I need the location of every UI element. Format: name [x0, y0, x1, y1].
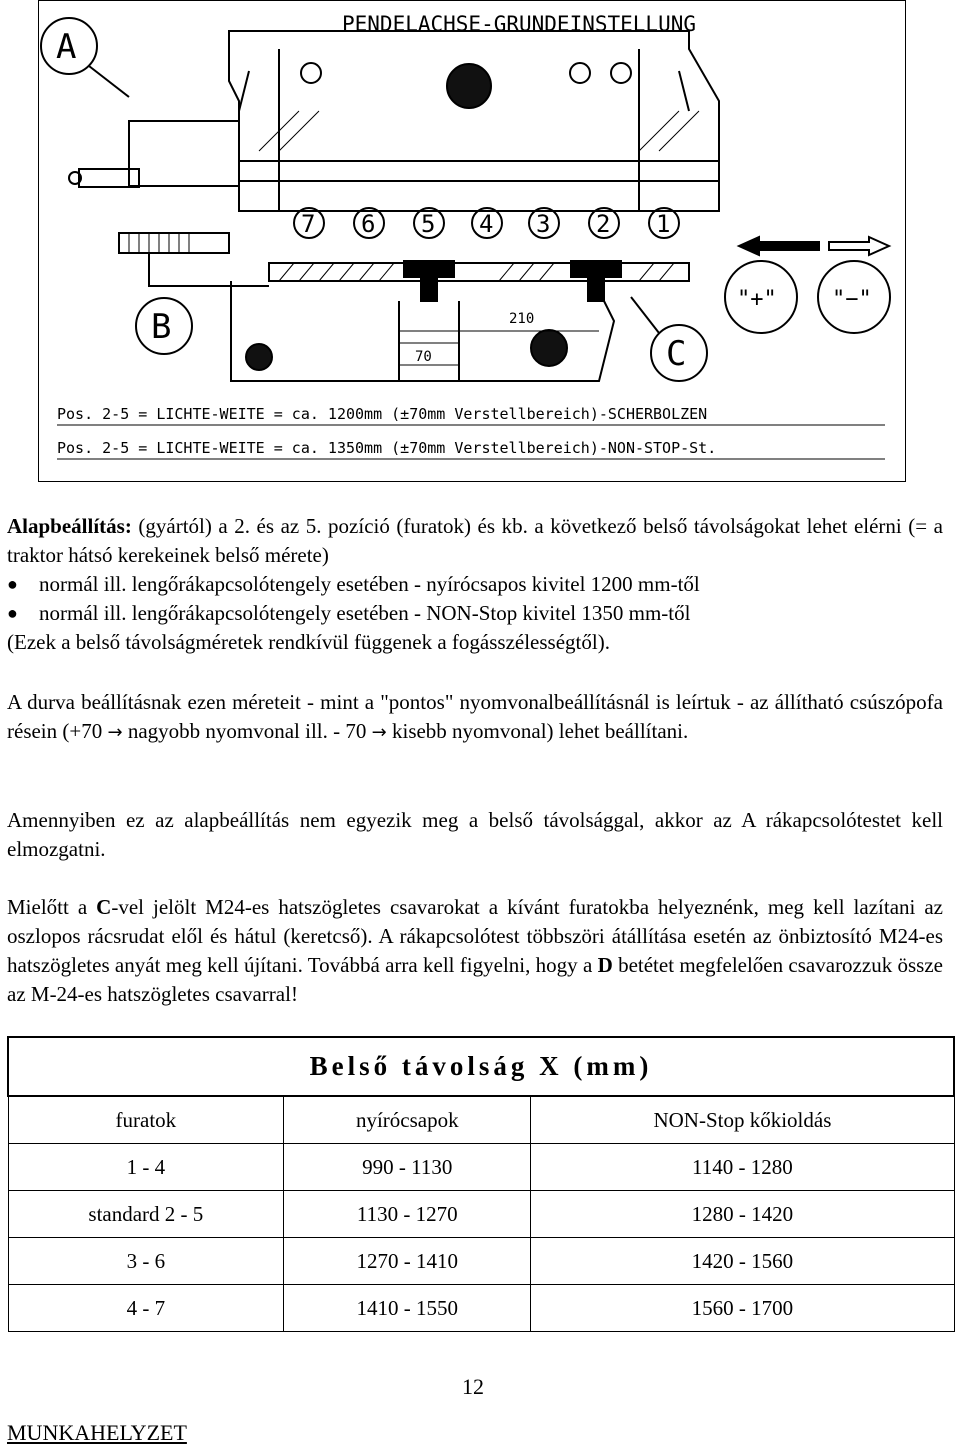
frame-hole-icon — [531, 330, 567, 366]
bullet-icon: ● — [7, 603, 18, 623]
arrow-right-icon — [829, 237, 889, 255]
bullet-list — [7, 570, 943, 628]
technical-drawing — [38, 0, 906, 482]
paragraph-3: Amennyiben ez az alapbeállítás nem egyezik meg a belső távolsággal, akkor az A rákapcsolótestet kell elmozgatni. — [7, 808, 943, 861]
svg-text:1: 1 — [656, 210, 671, 238]
label-b: B — [151, 307, 172, 347]
intro-note: (Ezek a belső távolságméretek rendkívül függenek a fogásszélességtől). — [7, 630, 610, 654]
table-cell: 1280 - 1420 — [531, 1191, 954, 1238]
dimension-70: 70 — [415, 349, 432, 365]
drawing-canvas — [39, 1, 905, 481]
table-cell: 1130 - 1270 — [284, 1191, 531, 1238]
paragraph-4: Mielőtt a C-vel jelölt M24-es hatszögletes csavarokat a kívánt furatokba helyeznénk, meg kell lazítani az oszlopos rácsrudat elől és hátul (keretcső). A rákapcsolótest többszöri átállítása esetén az önbiztosító M24-es hatszögletes anyát meg kell újítani. Továbbá arra kell figyelni, hogy a D betétet megfelelően csavarozzuk össze az M-24-es hatszögletes csavarral! — [7, 895, 944, 1006]
page-number: 12 — [462, 1374, 484, 1399]
position-markers — [294, 208, 679, 238]
footer-label: MUNKAHELYZET — [7, 1420, 187, 1445]
table-cell: 1560 - 1700 — [531, 1285, 954, 1332]
distance-table — [7, 1036, 955, 1332]
table-cell: 1270 - 1410 — [284, 1238, 531, 1285]
intro-paragraph — [7, 512, 943, 570]
arrow-icon: → — [107, 722, 123, 743]
table-row — [8, 1191, 954, 1238]
minus-label: "−" — [832, 287, 872, 312]
leader-a — [89, 66, 129, 97]
column-header: NON-Stop kőkioldás — [531, 1096, 954, 1144]
table-cell: standard 2 - 5 — [8, 1191, 284, 1238]
svg-text:6: 6 — [361, 210, 376, 238]
plus-label: "+" — [737, 287, 777, 312]
note-line-2: Pos. 2-5 = LICHTE-WEITE = ca. 1350mm (±70mm Verstellbereich)-NON-STOP-St. — [57, 439, 717, 457]
table-header-row — [8, 1096, 954, 1144]
table-title-row — [8, 1037, 954, 1096]
table-row — [8, 1285, 954, 1332]
table-title: Belső távolság X (mm) — [8, 1037, 954, 1096]
table-cell: 1140 - 1280 — [531, 1144, 954, 1191]
bolt-icon — [611, 63, 631, 83]
intro-bold: Alapbeállítás: — [7, 514, 132, 538]
housing-outline — [229, 31, 719, 211]
arrow-left-icon — [739, 237, 819, 255]
bullet-icon: ● — [7, 574, 18, 594]
frame-hole-icon — [246, 344, 272, 370]
label-c: C — [666, 334, 687, 374]
intro-section — [7, 512, 943, 657]
table-cell: 1420 - 1560 — [531, 1238, 954, 1285]
label-a: A — [56, 27, 77, 67]
arrow-icon: → — [371, 722, 387, 743]
table-cell: 990 - 1130 — [284, 1144, 531, 1191]
svg-text:7: 7 — [301, 210, 316, 238]
table-row — [8, 1238, 954, 1285]
note-line-1: Pos. 2-5 = LICHTE-WEITE = ca. 1200mm (±70mm Verstellbereich)-SCHERBOLZEN — [57, 405, 708, 423]
table-cell: 1 - 4 — [8, 1144, 284, 1191]
svg-text:3: 3 — [536, 210, 551, 238]
drawing-title: PENDELACHSE-GRUNDEINSTELLUNG — [342, 12, 697, 36]
table-row — [8, 1144, 954, 1191]
list-item: ● normál ill. lengőrákapcsolótengely esetében - NON-Stop kivitel 1350 mm-től — [7, 599, 943, 628]
paragraph-2: A durva beállításnak ezen méreteit - mint a "pontos" nyomvonalbeállításnál is leírtuk - az állítható csúszópofa résein (+70 → nagyobb nyomvonal ill. - 70 → kisebb nyomvonal) lehet beállítani. — [7, 690, 943, 743]
list-item: ● normál ill. lengőrákapcsolótengely esetében - nyírócsapos kivitel 1200 mm-től — [7, 570, 943, 599]
column-header: nyírócsapok — [284, 1096, 531, 1144]
svg-text:2: 2 — [596, 210, 611, 238]
left-shaft — [129, 121, 239, 186]
threaded-rod — [119, 233, 229, 253]
table-cell: 3 - 6 — [8, 1238, 284, 1285]
dimension-210: 210 — [509, 311, 535, 327]
column-header: furatok — [8, 1096, 284, 1144]
svg-text:5: 5 — [421, 210, 436, 238]
table-cell: 1410 - 1550 — [284, 1285, 531, 1332]
center-hub-icon — [447, 64, 491, 108]
table-cell: 4 - 7 — [8, 1285, 284, 1332]
intro-text: (gyártól) a 2. és az 5. pozíció (furatok) és kb. a következő belső távolságokat lehet elérni (= a traktor hátsó kerekeinek belső mérete) — [7, 514, 943, 567]
bolt-icon — [570, 63, 590, 83]
bolt-icon — [301, 63, 321, 83]
svg-text:4: 4 — [479, 210, 494, 238]
